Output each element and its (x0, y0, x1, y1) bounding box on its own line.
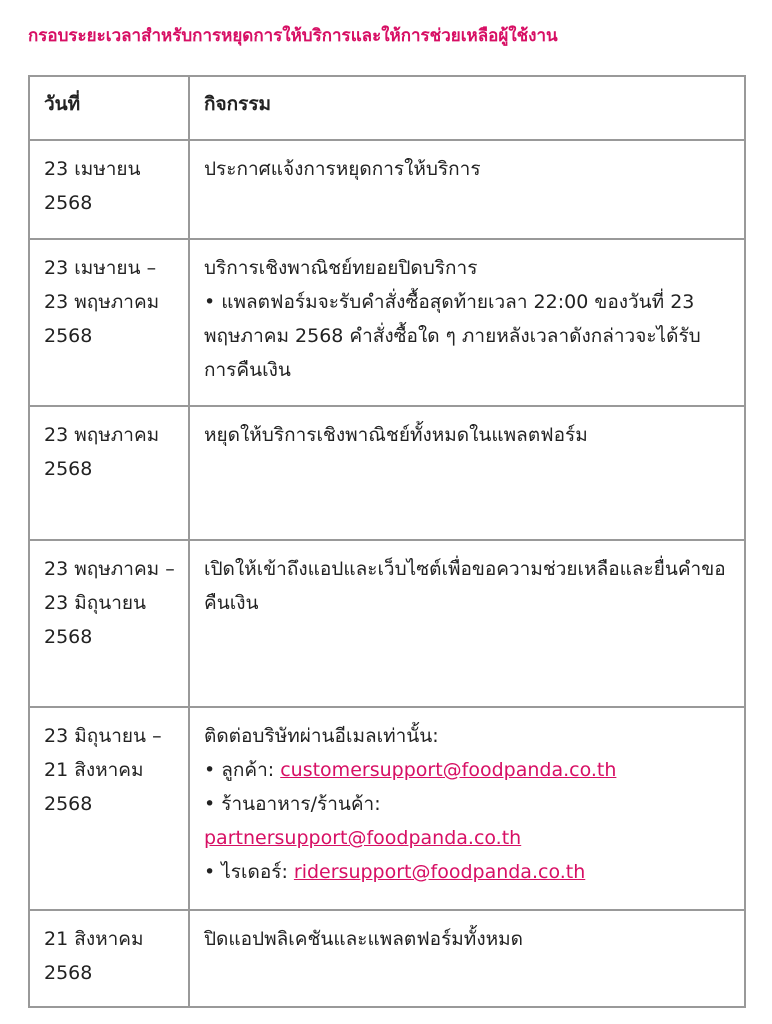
date-cell: 23 เมษายน – 23 พฤษภาคม 2568 (29, 239, 189, 406)
date-cell: 23 มิถุนายน – 21 สิงหาคม 2568 (29, 707, 189, 910)
activity-text: บริการเชิงพาณิชย์ทยอยปิดบริการ (204, 257, 478, 279)
table-row (29, 406, 745, 540)
table-row (29, 707, 745, 910)
contact-label: • ไรเดอร์: (204, 861, 294, 883)
contact-partner-label: • ร้านอาหาร/ร้านค้า: (204, 793, 381, 815)
table-row (29, 910, 745, 1007)
contact-customer (204, 753, 732, 787)
table-header-row (29, 76, 745, 140)
page-title: กรอบระยะเวลาสำหรับการหยุดการให้บริการและให้การช่วยเหลือผู้ใช้งาน (28, 26, 558, 46)
bullet-item: • แพลตฟอร์มจะรับคำสั่งซื้อสุดท้ายเวลา 22:00 ของวันที่ 23 พฤษภาคม 2568 คำสั่งซื้อใด ๆ ภายหลังเวลาดังกล่าวจะได้รับการคืนเงิน (204, 291, 701, 381)
activity-cell (189, 707, 745, 910)
activity-cell: เปิดให้เข้าถึงแอปและเว็บไซต์เพื่อขอความช่วยเหลือและยื่นคำขอคืนเงิน (189, 540, 745, 707)
table-row (29, 239, 745, 406)
activity-cell: ประกาศแจ้งการหยุดการให้บริการ (189, 140, 745, 239)
timeline-table (28, 75, 746, 1008)
date-cell: 23 พฤษภาคม 2568 (29, 406, 189, 540)
contact-rider (204, 855, 732, 889)
contact-label: • ลูกค้า: (204, 759, 281, 781)
contact-partner-email (204, 821, 732, 855)
date-cell: 23 เมษายน 2568 (29, 140, 189, 239)
rider-email-link[interactable]: ridersupport@foodpanda.co.th (293, 861, 586, 883)
header-date: วันที่ (29, 76, 189, 140)
table-row (29, 140, 745, 239)
date-cell: 23 พฤษภาคม – 23 มิถุนายน 2568 (29, 540, 189, 707)
table-row (29, 540, 745, 707)
customer-email-link[interactable]: customersupport@foodpanda.co.th (280, 759, 617, 781)
header-activity: กิจกรรม (189, 76, 745, 140)
date-cell: 21 สิงหาคม 2568 (29, 910, 189, 1007)
activity-cell (189, 239, 745, 406)
activity-cell: หยุดให้บริการเชิงพาณิชย์ทั้งหมดในแพลตฟอร์ม (189, 406, 745, 540)
partner-email-link[interactable]: partnersupport@foodpanda.co.th (204, 827, 522, 849)
activity-text: ติดต่อบริษัทผ่านอีเมลเท่านั้น: (204, 725, 439, 747)
activity-cell: ปิดแอปพลิเคชันและแพลตฟอร์มทั้งหมด (189, 910, 745, 1007)
